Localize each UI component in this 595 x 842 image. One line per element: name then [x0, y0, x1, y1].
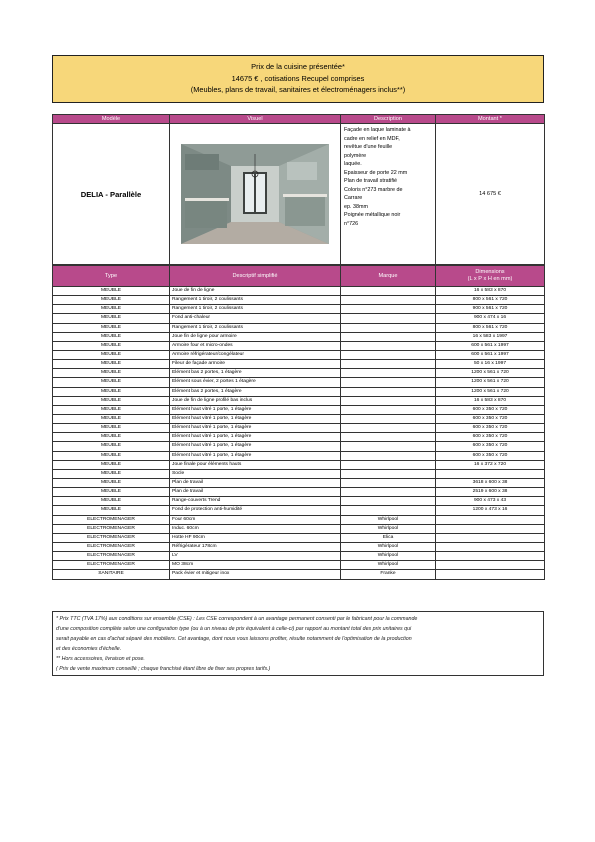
dimensions-label: Dimensions: [475, 269, 505, 275]
row-description: MO 38cm: [170, 561, 341, 570]
row-dimensions: 600 x 350 x 720: [436, 433, 545, 442]
row-type: MEUBLE: [53, 478, 170, 487]
footnotes: [52, 611, 544, 676]
row-type: MEUBLE: [53, 378, 170, 387]
row-dimensions: 800 x 561 x 720: [436, 296, 545, 305]
row-type: ELECTROMENAGER: [53, 561, 170, 570]
row-type: MEUBLE: [53, 350, 170, 359]
items-table: [52, 265, 545, 580]
description-line: Carrare: [344, 195, 363, 201]
table-row: [53, 451, 545, 460]
description-line: polymère: [344, 152, 367, 159]
description-line: ep. 38mm: [344, 203, 368, 210]
description-line: Poignée métallique noir: [344, 212, 401, 218]
table-row: [53, 524, 545, 533]
row-dimensions: 900 x 561 x 720: [436, 305, 545, 314]
row-dimensions: [436, 552, 545, 561]
footnote-line: * Prix TTC (TVA 17%) aux conditions sur ensemble (CSE) : Les CSE correspondent à un avantage permanent consenti par le fabricant pour la commande: [56, 616, 418, 622]
row-description: Joue fin de ligne pour armoire: [170, 332, 341, 341]
table-row: [53, 433, 545, 442]
row-description: Plan de travail: [170, 488, 341, 497]
row-type: MEUBLE: [53, 369, 170, 378]
row-description: Joue de fin de ligne profilé bas inclus: [170, 396, 341, 405]
table-row: [53, 378, 545, 387]
row-dimensions: 600 x 561 x 1997: [436, 350, 545, 359]
row-brand: Whirlpool: [341, 524, 436, 533]
row-description: Armoire four et micro-ondes: [170, 341, 341, 350]
table-row: [53, 570, 545, 579]
row-brand: [341, 378, 436, 387]
table-row: [53, 341, 545, 350]
table-row: [53, 387, 545, 396]
description-line: Coloris n°273 marbre de: [344, 186, 403, 193]
dimensions-unit: (L x P x H en mm): [467, 276, 513, 282]
kitchen-photo-illustration: [181, 144, 329, 244]
row-description: Rangement 1 tiroir, 2 coulissants: [170, 305, 341, 314]
row-type: MEUBLE: [53, 442, 170, 451]
table-row: [53, 497, 545, 506]
row-type: MEUBLE: [53, 433, 170, 442]
row-brand: [341, 314, 436, 323]
col-header-dimensions: [436, 266, 545, 287]
row-description: Plan de travail: [170, 478, 341, 487]
table-row: [53, 296, 545, 305]
row-brand: [341, 488, 436, 497]
row-brand: [341, 396, 436, 405]
table-row: [53, 414, 545, 423]
table-row: [53, 552, 545, 561]
col-header-type: Type: [53, 266, 170, 287]
row-type: MEUBLE: [53, 360, 170, 369]
row-dimensions: [436, 542, 545, 551]
description-line: laquée.: [344, 161, 362, 167]
row-description: Fond anti-chaleur: [170, 314, 341, 323]
table-row: [53, 314, 545, 323]
row-brand: Whirlpool: [341, 561, 436, 570]
table-row: [53, 305, 545, 314]
row-type: MEUBLE: [53, 460, 170, 469]
row-dimensions: 3618 x 600 x 38: [436, 478, 545, 487]
col-header-model: Modèle: [53, 115, 170, 124]
row-type: MEUBLE: [53, 405, 170, 414]
row-description: Pack évier et mitigeur inox: [170, 570, 341, 579]
row-dimensions: 800 x 561 x 720: [436, 323, 545, 332]
table-row: [53, 506, 545, 515]
description-line: Plan de travail stratifié: [344, 178, 398, 184]
row-description: Elément bas 2 portes, 1 étagère: [170, 369, 341, 378]
table-row: [53, 424, 545, 433]
model-table: [52, 114, 545, 265]
row-brand: [341, 305, 436, 314]
row-type: ELECTROMENAGER: [53, 542, 170, 551]
row-type: MEUBLE: [53, 341, 170, 350]
row-description: Joue finale pour éléments hauts: [170, 460, 341, 469]
row-description: Four 60cm: [170, 515, 341, 524]
visual-cell: [170, 124, 341, 265]
description-line: n°726: [344, 220, 359, 227]
model-amount: 14 675 €: [436, 124, 545, 265]
row-description: Réfrigérateur 178cm: [170, 542, 341, 551]
table-row: [53, 469, 545, 478]
row-brand: [341, 323, 436, 332]
row-dimensions: 16 x 372 x 720: [436, 460, 545, 469]
row-description: Fileur de façade armoire: [170, 360, 341, 369]
row-dimensions: 600 x 350 x 720: [436, 414, 545, 423]
row-description: Elément haut vitré 1 porte, 1 étagère: [170, 442, 341, 451]
row-type: ELECTROMENAGER: [53, 552, 170, 561]
row-description: Induc. 60cm: [170, 524, 341, 533]
row-description: Armoire réfrigérateur/congélateur: [170, 350, 341, 359]
row-brand: [341, 369, 436, 378]
row-dimensions: [436, 469, 545, 478]
row-brand: [341, 451, 436, 460]
row-type: MEUBLE: [53, 451, 170, 460]
row-brand: [341, 469, 436, 478]
row-type: MEUBLE: [53, 314, 170, 323]
row-dimensions: 900 x 474 x 16: [436, 314, 545, 323]
kitchen-photo: [181, 144, 329, 244]
row-brand: [341, 387, 436, 396]
row-brand: [341, 424, 436, 433]
col-header-desc: Descriptif simplifié: [170, 266, 341, 287]
row-description: Range-couverts Trend: [170, 497, 341, 506]
row-description: Elément haut vitré 1 porte, 1 étagère: [170, 451, 341, 460]
row-dimensions: [436, 533, 545, 542]
row-brand: Elica: [341, 533, 436, 542]
table-row: [53, 561, 545, 570]
row-description: Joue de fin de ligne: [170, 287, 341, 296]
footnote-line: ** Hors accessoires, livraison et pose.: [56, 656, 145, 662]
row-brand: Franke: [341, 570, 436, 579]
table-row: [53, 478, 545, 487]
row-description: Rangement 1 tiroir, 2 coulissants: [170, 323, 341, 332]
col-header-brand: Marque: [341, 266, 436, 287]
row-dimensions: 16 x 583 x 870: [436, 396, 545, 405]
row-description: Socle: [170, 469, 341, 478]
row-dimensions: 1200 x 561 x 720: [436, 387, 545, 396]
row-dimensions: 1200 x 473 x 16: [436, 506, 545, 515]
header-price: 14675 € , cotisations Recupel comprises: [231, 73, 365, 83]
row-dimensions: 600 x 561 x 1997: [436, 341, 545, 350]
row-type: MEUBLE: [53, 332, 170, 341]
row-dimensions: 16 x 583 x 1997: [436, 332, 545, 341]
footnote-line: serait payable en cas d'achat séparé des mobiliers. Cet avantage, dont nous vous laissons profiter, résulte notamment de l'optimisation de la production: [56, 636, 412, 642]
row-brand: [341, 341, 436, 350]
table-row: [53, 442, 545, 451]
table-row: [53, 396, 545, 405]
row-dimensions: [436, 515, 545, 524]
table-row: [53, 460, 545, 469]
footnote-line: ( Prix de vente maximum conseillé ; chaque franchisé étant libre de fixer ses propres tarifs.): [56, 666, 271, 672]
row-brand: [341, 497, 436, 506]
description-line: Façade en laque laminate à: [344, 127, 411, 133]
row-dimensions: 2519 x 600 x 38: [436, 488, 545, 497]
table-row: [53, 488, 545, 497]
row-dimensions: 600 x 350 x 720: [436, 451, 545, 460]
table-row: [53, 405, 545, 414]
table-row: [53, 287, 545, 296]
row-type: MEUBLE: [53, 323, 170, 332]
header-title: Prix de la cuisine présentée*: [251, 62, 345, 71]
header-subtitle: (Meubles, plans de travail, sanitaires et électroménagers inclus**): [190, 85, 406, 94]
row-brand: [341, 350, 436, 359]
footnote-line: et des économies d'échelle.: [56, 646, 122, 652]
col-header-amount: Montant *: [436, 115, 545, 124]
row-type: MEUBLE: [53, 424, 170, 433]
row-description: Elément sous évier, 2 portes 1 étagère: [170, 378, 341, 387]
row-type: MEUBLE: [53, 469, 170, 478]
row-type: MEUBLE: [53, 305, 170, 314]
row-brand: [341, 433, 436, 442]
col-header-visual: Visuel: [170, 115, 341, 124]
row-dimensions: 1200 x 561 x 720: [436, 378, 545, 387]
row-dimensions: 600 x 350 x 720: [436, 424, 545, 433]
row-type: MEUBLE: [53, 506, 170, 515]
row-description: Elément bas 2 portes, 1 étagère: [170, 387, 341, 396]
row-description: LV: [170, 552, 341, 561]
row-brand: [341, 506, 436, 515]
description-line: cadre en relief en MDF,: [344, 135, 400, 142]
row-dimensions: 16 x 583 x 870: [436, 287, 545, 296]
table-row: [53, 350, 545, 359]
model-description: [341, 124, 436, 265]
table-row: [53, 332, 545, 341]
row-brand: Whirlpool: [341, 552, 436, 561]
price-header: [52, 55, 544, 103]
row-brand: [341, 360, 436, 369]
row-type: MEUBLE: [53, 287, 170, 296]
row-type: MEUBLE: [53, 497, 170, 506]
row-type: MEUBLE: [53, 414, 170, 423]
row-description: Elément haut vitré 1 porte, 1 étagère: [170, 433, 341, 442]
col-header-description: Description: [341, 115, 436, 124]
row-brand: [341, 414, 436, 423]
row-type: MEUBLE: [53, 387, 170, 396]
row-brand: [341, 478, 436, 487]
row-dimensions: 1200 x 561 x 720: [436, 369, 545, 378]
row-type: ELECTROMENAGER: [53, 533, 170, 542]
row-description: Hotte HF 90cm: [170, 533, 341, 542]
row-type: MEUBLE: [53, 396, 170, 405]
row-description: Fond de protection anti-humidité: [170, 506, 341, 515]
row-dimensions: 900 x 473 x 43: [436, 497, 545, 506]
row-brand: Whirlpool: [341, 542, 436, 551]
row-brand: [341, 442, 436, 451]
row-description: Elément haut vitré 1 porte, 1 étagère: [170, 414, 341, 423]
table-row: [53, 360, 545, 369]
table-row: [53, 369, 545, 378]
row-brand: [341, 460, 436, 469]
table-row: [53, 515, 545, 524]
row-dimensions: [436, 524, 545, 533]
model-name: DELIA - Parallèle: [53, 124, 170, 265]
row-dimensions: [436, 570, 545, 579]
table-row: [53, 533, 545, 542]
row-dimensions: 50 x 16 x 1997: [436, 360, 545, 369]
row-brand: [341, 296, 436, 305]
row-description: Elément haut vitré 1 porte, 1 étagère: [170, 405, 341, 414]
row-type: MEUBLE: [53, 296, 170, 305]
row-description: Rangement 1 tiroir, 2 coulissants: [170, 296, 341, 305]
row-type: ELECTROMENAGER: [53, 524, 170, 533]
description-line: Epaisseur de porte 22 mm: [344, 169, 408, 176]
row-brand: [341, 405, 436, 414]
row-brand: Whirlpool: [341, 515, 436, 524]
row-dimensions: 600 x 350 x 720: [436, 405, 545, 414]
row-dimensions: 600 x 350 x 720: [436, 442, 545, 451]
description-line: revêtue d'une feuille: [344, 144, 393, 150]
row-type: MEUBLE: [53, 488, 170, 497]
row-type: SANITAIRE: [53, 570, 170, 579]
row-dimensions: [436, 561, 545, 570]
row-brand: [341, 332, 436, 341]
table-row: [53, 323, 545, 332]
footnote-line: d'une composition complète selon une configuration type (ou à un niveau de prix équivalent à celle-ci) par rapport au montant total des prix unitaires qui: [56, 626, 412, 632]
table-row: [53, 542, 545, 551]
row-type: ELECTROMENAGER: [53, 515, 170, 524]
row-brand: [341, 287, 436, 296]
row-description: Elément haut vitré 1 porte, 1 étagère: [170, 424, 341, 433]
